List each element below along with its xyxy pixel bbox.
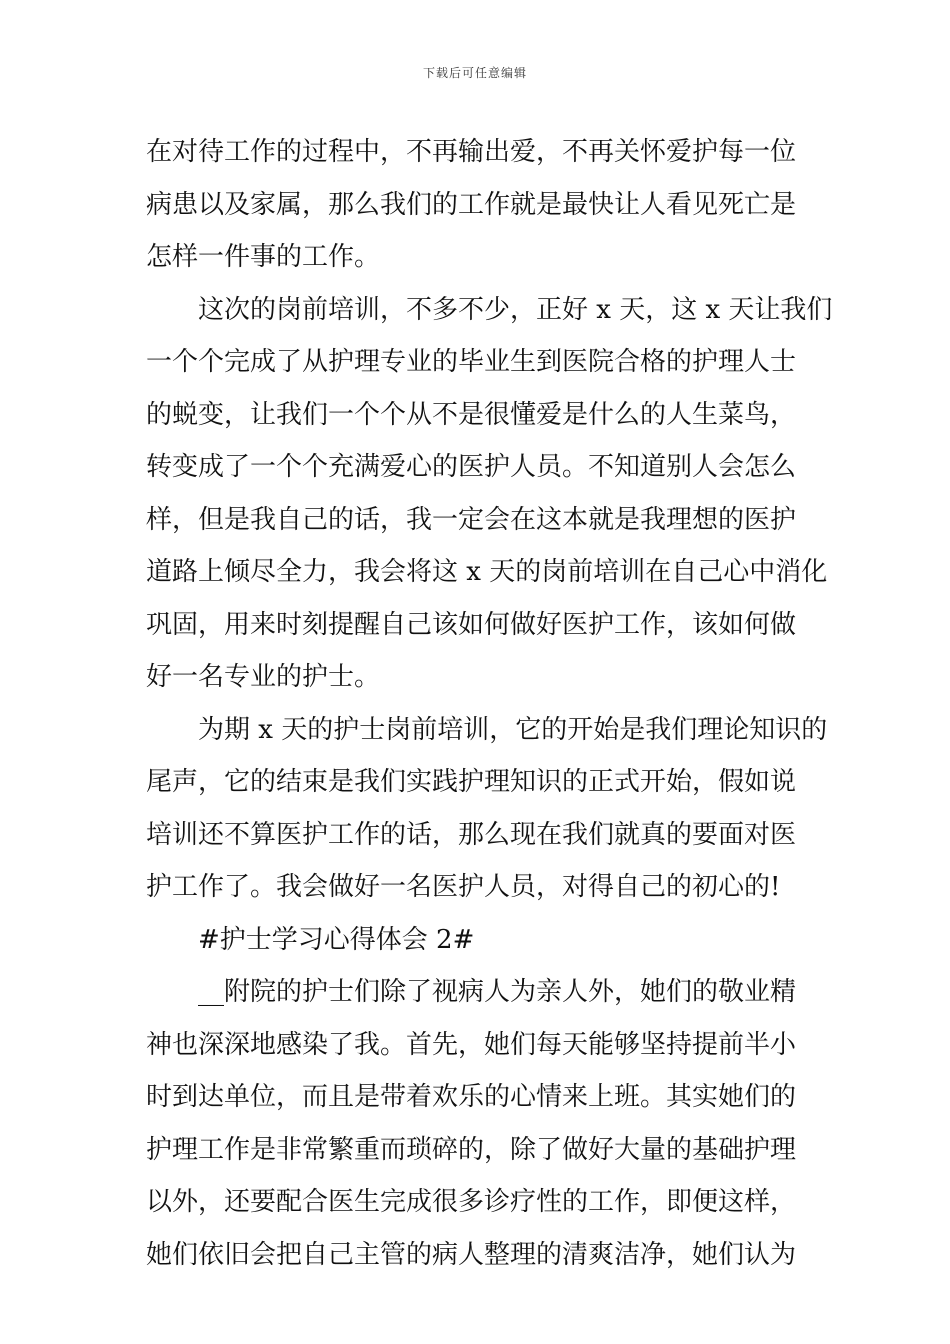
text-line: 的蜕变，让我们一个个从不是很懂爱是什么的人生菜鸟， [146,399,797,430]
document-body [146,126,833,1281]
text-line: 神也深深地感染了我。首先，她们每天能够坚持提前半小 [146,1029,797,1060]
text-line: 好一名专业的护士。 [146,662,381,692]
text-line: 一个个完成了从护理专业的毕业生到医院合格的护理人士 [146,347,797,377]
text-line: 时到达单位，而且是带着欢乐的心情来上班。其实她们的 [146,1082,797,1112]
text-line: 培训还不算医护工作的话，那么现在我们就真的要面对医 [146,819,797,850]
text-line: 护工作了。我会做好一名医护人员，对得自己的初心的! [146,872,781,902]
text-line: 转变成了一个个充满爱心的医护人员。不知道别人会怎么 [146,452,797,482]
paragraph-start-line: __附院的护士们除了视病人为亲人外，她们的敬业精 [198,977,797,1007]
text-line: 道路上倾尽全力，我会将这 x 天的岗前培训在自己心中消化 [146,557,828,587]
paragraph-start-line: 为期 x 天的护士岗前培训，它的开始是我们理论知识的 [198,714,828,745]
text-line: 怎样一件事的工作。 [146,242,381,272]
section-heading: #护士学习心得体会 2# [198,924,475,955]
text-line: 巩固，用来时刻提醒自己该如何做好医护工作，该如何做 [146,609,797,640]
page-header: 下载后可任意编辑 [422,66,527,80]
text-line: 病患以及家属，那么我们的工作就是最快让人看见死亡是 [146,189,797,220]
text-line: 在对待工作的过程中，不再输出爱，不再关怀爱护每一位 [146,137,797,167]
text-line: 护理工作是非常繁重而琐碎的，除了做好大量的基础护理 [146,1134,797,1165]
text-line: 尾声，它的结束是我们实践护理知识的正式开始，假如说 [146,767,797,797]
text-line: 样，但是我自己的话，我一定会在这本就是我理想的医护 [146,504,797,535]
text-line: 以外，还要配合医生完成很多诊疗性的工作，即便这样， [146,1187,797,1217]
paragraph-start-line: 这次的岗前培训，不多不少，正好 x 天，这 x 天让我们 [198,294,833,325]
text-line: 她们依旧会把自己主管的病人整理的清爽洁净，她们认为 [146,1239,797,1270]
